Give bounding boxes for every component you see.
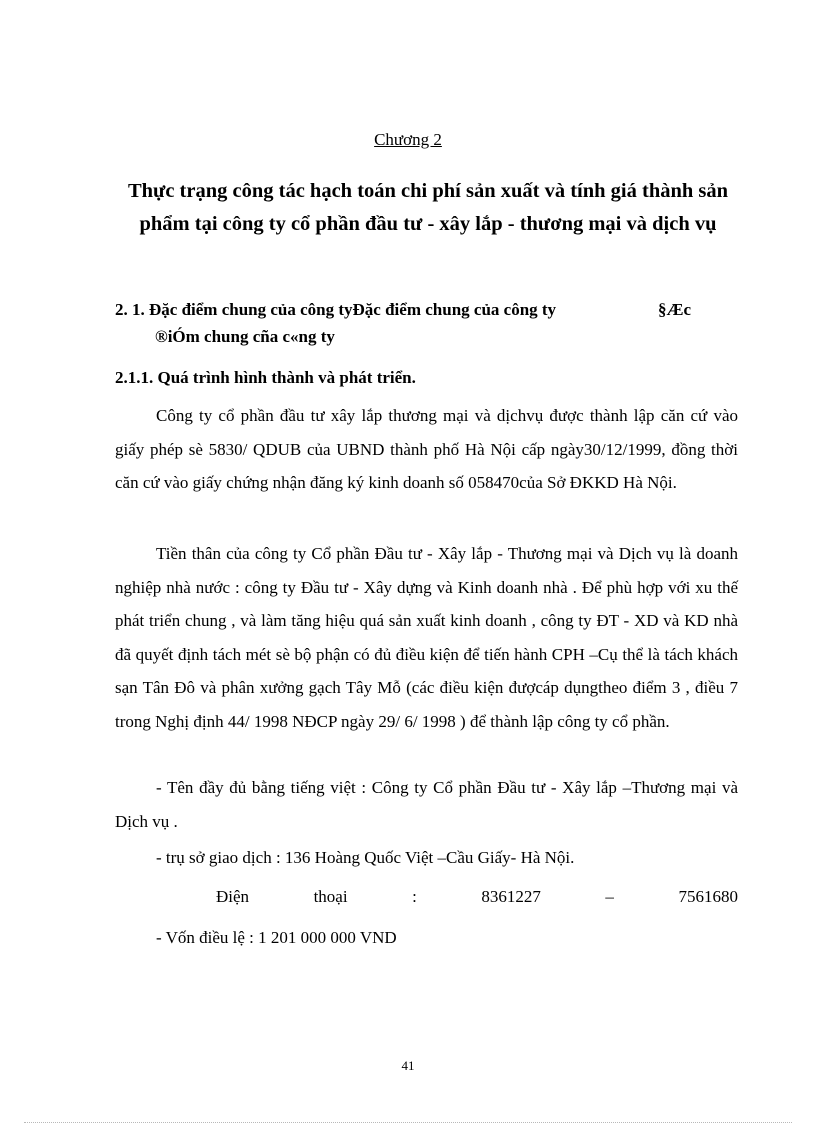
item-company-name-text: - Tên đầy đủ bằng tiếng việt : Công ty Cổ phần Đầu tư - Xây lắp –Thương mại và Dịch vụ .: [115, 778, 738, 831]
phone-row: [216, 887, 738, 907]
paragraph-history-text: Tiền thân của công ty Cổ phần Đầu tư - Xây lắp - Thương mại và Dịch vụ là doanh nghiệp nhà nước : công ty Đầu tư - Xây dựng và Kinh doanh nhà . Để phù hợp với xu thế phát triển chung , và làm tăng hiệu quá sản xuất kinh doanh , công ty ĐT - XD và KD nhà đã quyết định tách mét sè bộ phận có đủ điều kiện để tiến hành CPH –Cụ thể là tách khách sạn Tân Đô và phân xưởng gạch Tây Mỗ (các điều kiện đượcáp dụngtheo điểm 3 , điều 7 trong Nghị định 44/ 1998 NĐCP ngày 29/ 6/ 1998 ) để thành lập công ty cổ phần.: [115, 544, 738, 731]
item-capital: - Vốn điều lệ : 1 201 000 000 VND: [156, 928, 397, 947]
phone-dash: –: [605, 887, 614, 906]
section-2-1-heading-tail: §Æc: [658, 300, 692, 319]
phone-colon: :: [412, 887, 417, 906]
phone-label-2: thoại: [313, 887, 348, 906]
page-number: 41: [401, 1058, 415, 1073]
item-address: - trụ sở giao dịch : 136 Hoàng Quốc Việt –Cầu Giấy- Hà Nội.: [156, 848, 575, 867]
paragraph-history: [115, 537, 738, 738]
chapter-title: Thực trạng công tác hạch toán chi phí sản xuất và tính giá thành sản phẩm tại công ty cổ phần đầu tư - xây lắp - thương mại và dịch vụ: [127, 180, 729, 235]
section-2-1-1-heading: 2.1.1. Quá trình hình thành và phát triển.: [115, 368, 416, 387]
paragraph-establishment: [115, 399, 738, 500]
phone-number-1: 8361227: [481, 887, 541, 906]
chapter-heading: Chương 2: [374, 130, 442, 149]
phone-label: Điện: [216, 887, 250, 906]
phone-number-2: 7561680: [678, 887, 738, 906]
item-company-name: [115, 771, 738, 838]
paragraph-establishment-text: Công ty cổ phần đầu tư xây lắp thương mại và dịchvụ được thành lập căn cứ vào giấy phép sè 5830/ QDUB của UBND thành phố Hà Nội cấp ngày30/12/1999, đồng thời căn cứ vào giấy chứng nhận đăng ký kinh doanh số 058470của Sở ĐKKD Hà Nội.: [115, 406, 738, 492]
section-2-1-heading: 2. 1. Đặc điểm chung của công tyĐặc điểm chung của công ty: [115, 300, 557, 319]
section-2-1-heading-line2: ®iÓm chung cña c«ng ty: [155, 327, 335, 346]
